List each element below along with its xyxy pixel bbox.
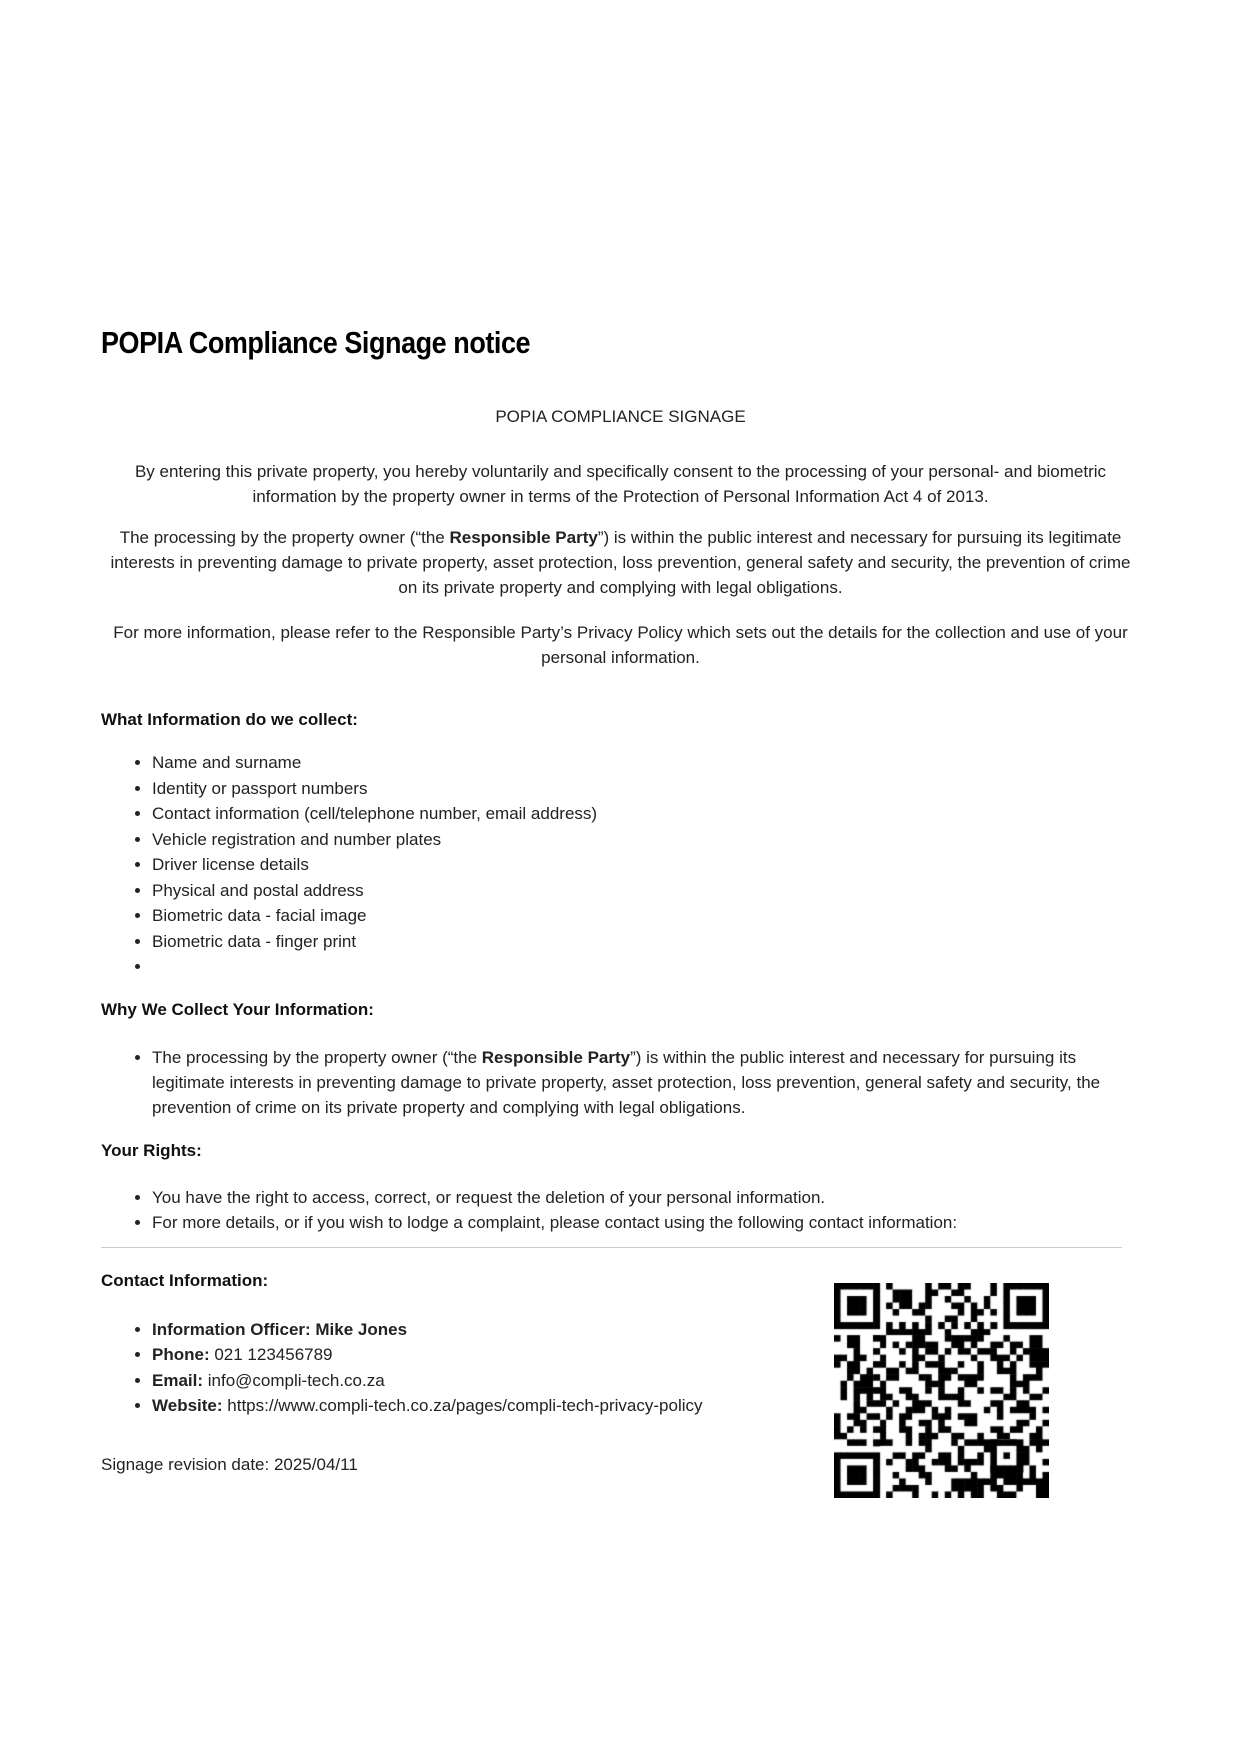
contact-label: Phone: — [152, 1345, 210, 1364]
why-list — [101, 1045, 1140, 1120]
rights-list — [101, 1185, 1140, 1236]
section-divider — [101, 1247, 1122, 1248]
list-item: • For more details, or if you wish to lodge a complaint, please contact using the following contact information: — [152, 1210, 1140, 1236]
paragraph-segment: The processing by the property owner (“the — [119, 528, 450, 547]
contact-value: 021 123456789 — [209, 1345, 333, 1364]
collect-list — [101, 750, 1140, 980]
why-section-heading: Why We Collect Your Information: — [101, 999, 374, 1019]
contact-label: Website: — [152, 1396, 223, 1415]
qr-code-canvas — [834, 1283, 1049, 1498]
list-item: • You have the right to access, correct, or request the deletion of your personal information. — [152, 1185, 1140, 1211]
list-item: • Biometric data - finger print — [152, 929, 1140, 955]
list-item: • Contact information (cell/telephone number, email address) — [152, 801, 1140, 827]
list-item: • Physical and postal address — [152, 878, 1140, 904]
list-item: • Vehicle registration and number plates — [152, 827, 1140, 853]
contact-label: Email: — [152, 1370, 204, 1390]
page-title-text: POPIA Compliance Signage notice — [101, 325, 531, 360]
list-item: • Driver license details — [152, 852, 1140, 878]
contact-section-heading: Contact Information: — [101, 1270, 269, 1290]
list-item — [152, 1045, 1140, 1120]
list-item: • Name and surname — [152, 750, 1140, 776]
list-item: • Identity or passport numbers — [152, 776, 1140, 802]
intro-paragraph-3: For more information, please refer to the Responsible Party’s Privacy Policy which sets out the details for the collection and use of your personal information. — [113, 623, 1128, 667]
list-item-empty — [152, 954, 1140, 980]
list-item: • Biometric data - facial image — [152, 903, 1140, 929]
contact-value: https://www.compli-tech.co.za/pages/compli-tech-privacy-policy — [222, 1396, 703, 1415]
collect-section-heading: What Information do we collect: — [101, 710, 358, 729]
intro-paragraph-1: By entering this private property, you hereby voluntarily and specifically consent to the processing of your personal- and biometric information by the property owner in terms of the Protection of Personal Information Act 4 of 2013. — [134, 462, 1107, 506]
contact-value: info@compli-tech.co.za — [203, 1370, 385, 1390]
contact-label: Information Officer: Mike Jones — [152, 1319, 408, 1339]
qr-code — [834, 1283, 1049, 1498]
paragraph-segment: ”) is within the public interest and necessary for pursuing its legitimate interests in preventing damage to private property, asset protection, loss prevention, general safety and security, the prevention of crime on its private property and complying with legal obligations. — [152, 1047, 1101, 1117]
signage-subtitle: POPIA COMPLIANCE SIGNAGE — [495, 407, 746, 426]
document-content — [101, 0, 1140, 1477]
responsible-party-bold: Responsible Party — [481, 1047, 631, 1067]
revision-date: Signage revision date: 2025/04/11 — [101, 1454, 358, 1474]
rights-section-heading: Your Rights: — [101, 1140, 202, 1160]
responsible-party-bold: Responsible Party — [449, 528, 598, 547]
paragraph-segment: ”) is within the public interest and necessary for pursuing its legitimate interests in preventing damage to private property, asset protection, loss prevention, general safety and security, the prevention of crime on its private property and complying with legal obligations. — [110, 528, 1131, 597]
page-title — [101, 326, 1140, 360]
intro-paragraph-2 — [101, 525, 1140, 600]
paragraph-segment: The processing by the property owner (“the — [152, 1047, 482, 1067]
